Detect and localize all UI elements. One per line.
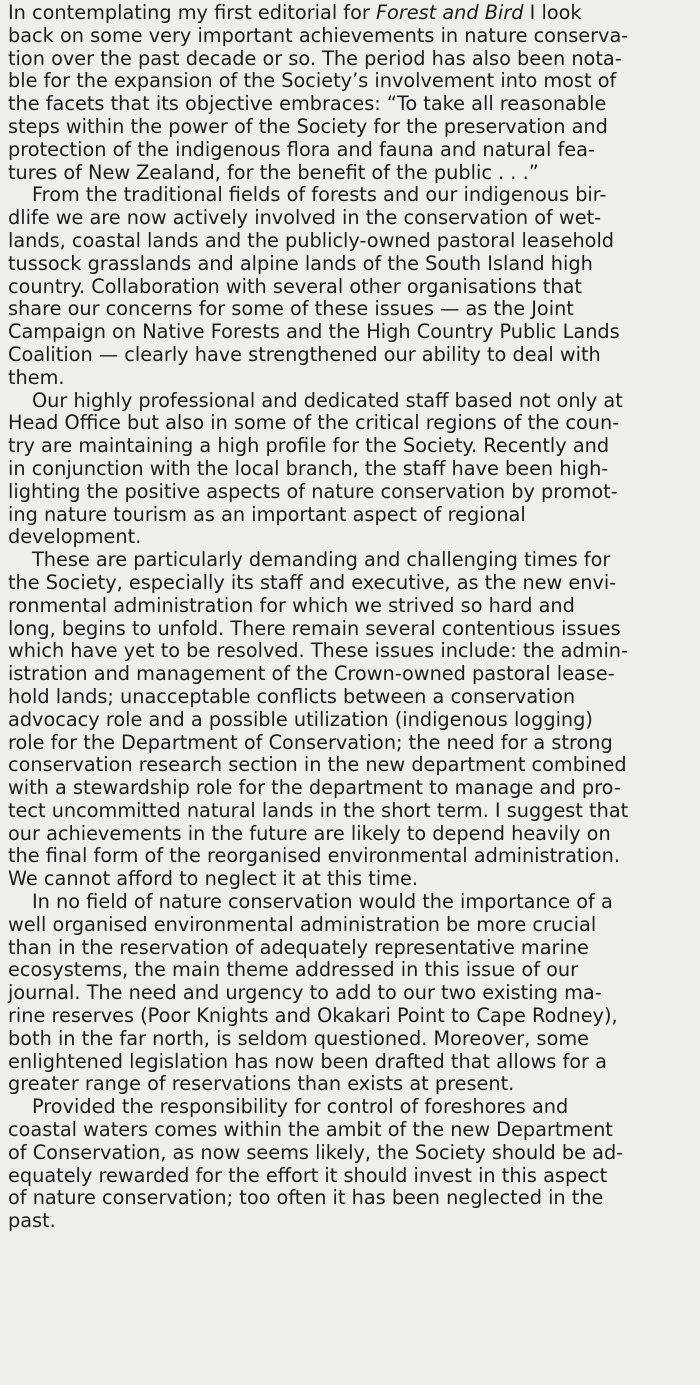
text-line: greater range of reservations than exists at present. <box>8 1072 515 1096</box>
text-line: conservation research section in the new department combined <box>8 753 627 777</box>
text-line: development. <box>8 525 142 549</box>
text-line: both in the far north, is seldom questioned. Moreover, some <box>8 1026 590 1050</box>
text-line: the final form of the reorganised environmental administration. <box>8 844 620 868</box>
text-line: coastal waters comes within the ambit of the new Department <box>8 1118 613 1142</box>
text-line: long, begins to unfold. There remain several contentious issues <box>8 616 621 640</box>
text-line: hold lands; unacceptable conflicts between a conservation <box>8 684 576 708</box>
paragraph <box>8 184 700 389</box>
paragraph <box>8 390 700 550</box>
text-line: them. <box>8 365 65 389</box>
text-line: with a stewardship role for the department to manage and pro- <box>8 776 621 800</box>
text-line: country. Collaboration with several other organisations that <box>8 274 582 298</box>
text-line: Coalition — clearly have strengthened our ability to deal with <box>8 342 601 366</box>
paragraph <box>8 1096 700 1233</box>
text-line: protection of the indigenous flora and fauna and natural fea- <box>8 137 595 161</box>
text-line: Provided the responsibility for control of foreshores and <box>32 1095 569 1119</box>
text-line: ing nature tourism as an important aspect of regional <box>8 502 526 526</box>
publication-title: Forest and Bird <box>375 1 524 24</box>
text-line: equately rewarded for the effort it should invest in this aspect <box>8 1163 608 1187</box>
text-line: share our concerns for some of these issues — as the Joint <box>8 297 574 321</box>
text-line: lighting the positive aspects of nature conservation by promot- <box>8 479 618 503</box>
text-line: steps within the power of the Society for the preservation and <box>8 114 608 138</box>
text-line: ble for the expansion of the Society’s involvement into most of <box>8 69 617 93</box>
text-line <box>8 2 700 25</box>
text-line: back on some very important achievements in nature conserva- <box>8 23 629 47</box>
text-line: journal. The need and urgency to add to our two existing ma- <box>8 981 602 1005</box>
text-line: dlife we are now actively involved in the conservation of wet- <box>8 206 602 230</box>
text-line: in conjunction with the local branch, the staff have been high- <box>8 456 609 480</box>
text-line: advocacy role and a possible utilization (indigenous logging) <box>8 707 593 731</box>
text-line: From the traditional fields of forests and our indigenous bir- <box>32 183 607 207</box>
text-line: the facets that its objective embraces: “To take all reasonable <box>8 92 607 116</box>
text-line: rine reserves (Poor Knights and Okakari Point to Cape Rodney), <box>8 1004 618 1028</box>
text-line: In no field of nature conservation would the importance of a <box>32 890 613 914</box>
text-line: of Conservation, as now seems likely, the Society should be ad- <box>8 1140 624 1164</box>
text-line: tussock grasslands and alpine lands of the South Island high <box>8 251 593 275</box>
text-line: Our highly professional and dedicated staff based not only at <box>32 388 623 412</box>
text-line: which have yet to be resolved. These issues include: the admin- <box>8 639 628 663</box>
text-segment: I look <box>523 1 582 24</box>
text-line: ronmental administration for which we strived so hard and <box>8 593 575 617</box>
text-line: Head Office but also in some of the critical regions of the coun- <box>8 411 620 435</box>
text-line: Campaign on Native Forests and the High Country Public Lands <box>8 320 620 344</box>
text-line: our achievements in the future are likely to depend heavily on <box>8 821 611 845</box>
paragraph <box>8 2 700 184</box>
text-line: ecosystems, the main theme addressed in this issue of our <box>8 958 579 982</box>
text-line: well organised environmental administration be more crucial <box>8 912 597 936</box>
text-line: the Society, especially its staff and executive, as the new envi- <box>8 570 617 594</box>
editorial-article <box>8 2 700 1233</box>
text-line: role for the Department of Conservation; the need for a strong <box>8 730 613 754</box>
text-line: tect uncommitted natural lands in the short term. I suggest that <box>8 798 629 822</box>
text-segment: In contemplating my first editorial for <box>8 1 376 24</box>
text-line: of nature conservation; too often it has been neglected in the <box>8 1186 604 1210</box>
text-line: enlightened legislation has now been drafted that allows for a <box>8 1049 607 1073</box>
text-line: istration and management of the Crown-owned pastoral lease- <box>8 662 615 686</box>
paragraph <box>8 549 700 891</box>
text-line: These are particularly demanding and challenging times for <box>32 548 611 572</box>
text-line: lands, coastal lands and the publicly-owned pastoral leasehold <box>8 228 615 252</box>
paragraph <box>8 891 700 1096</box>
text-line: than in the reservation of adequately representative marine <box>8 935 589 959</box>
text-line: past. <box>8 1209 56 1233</box>
text-line: tures of New Zealand, for the benefit of the public . . .” <box>8 160 539 184</box>
text-line: try are maintaining a high profile for the Society. Recently and <box>8 434 610 458</box>
text-line: We cannot afford to neglect it at this time. <box>8 867 418 891</box>
text-line: tion over the past decade or so. The period has also been nota- <box>8 46 622 70</box>
